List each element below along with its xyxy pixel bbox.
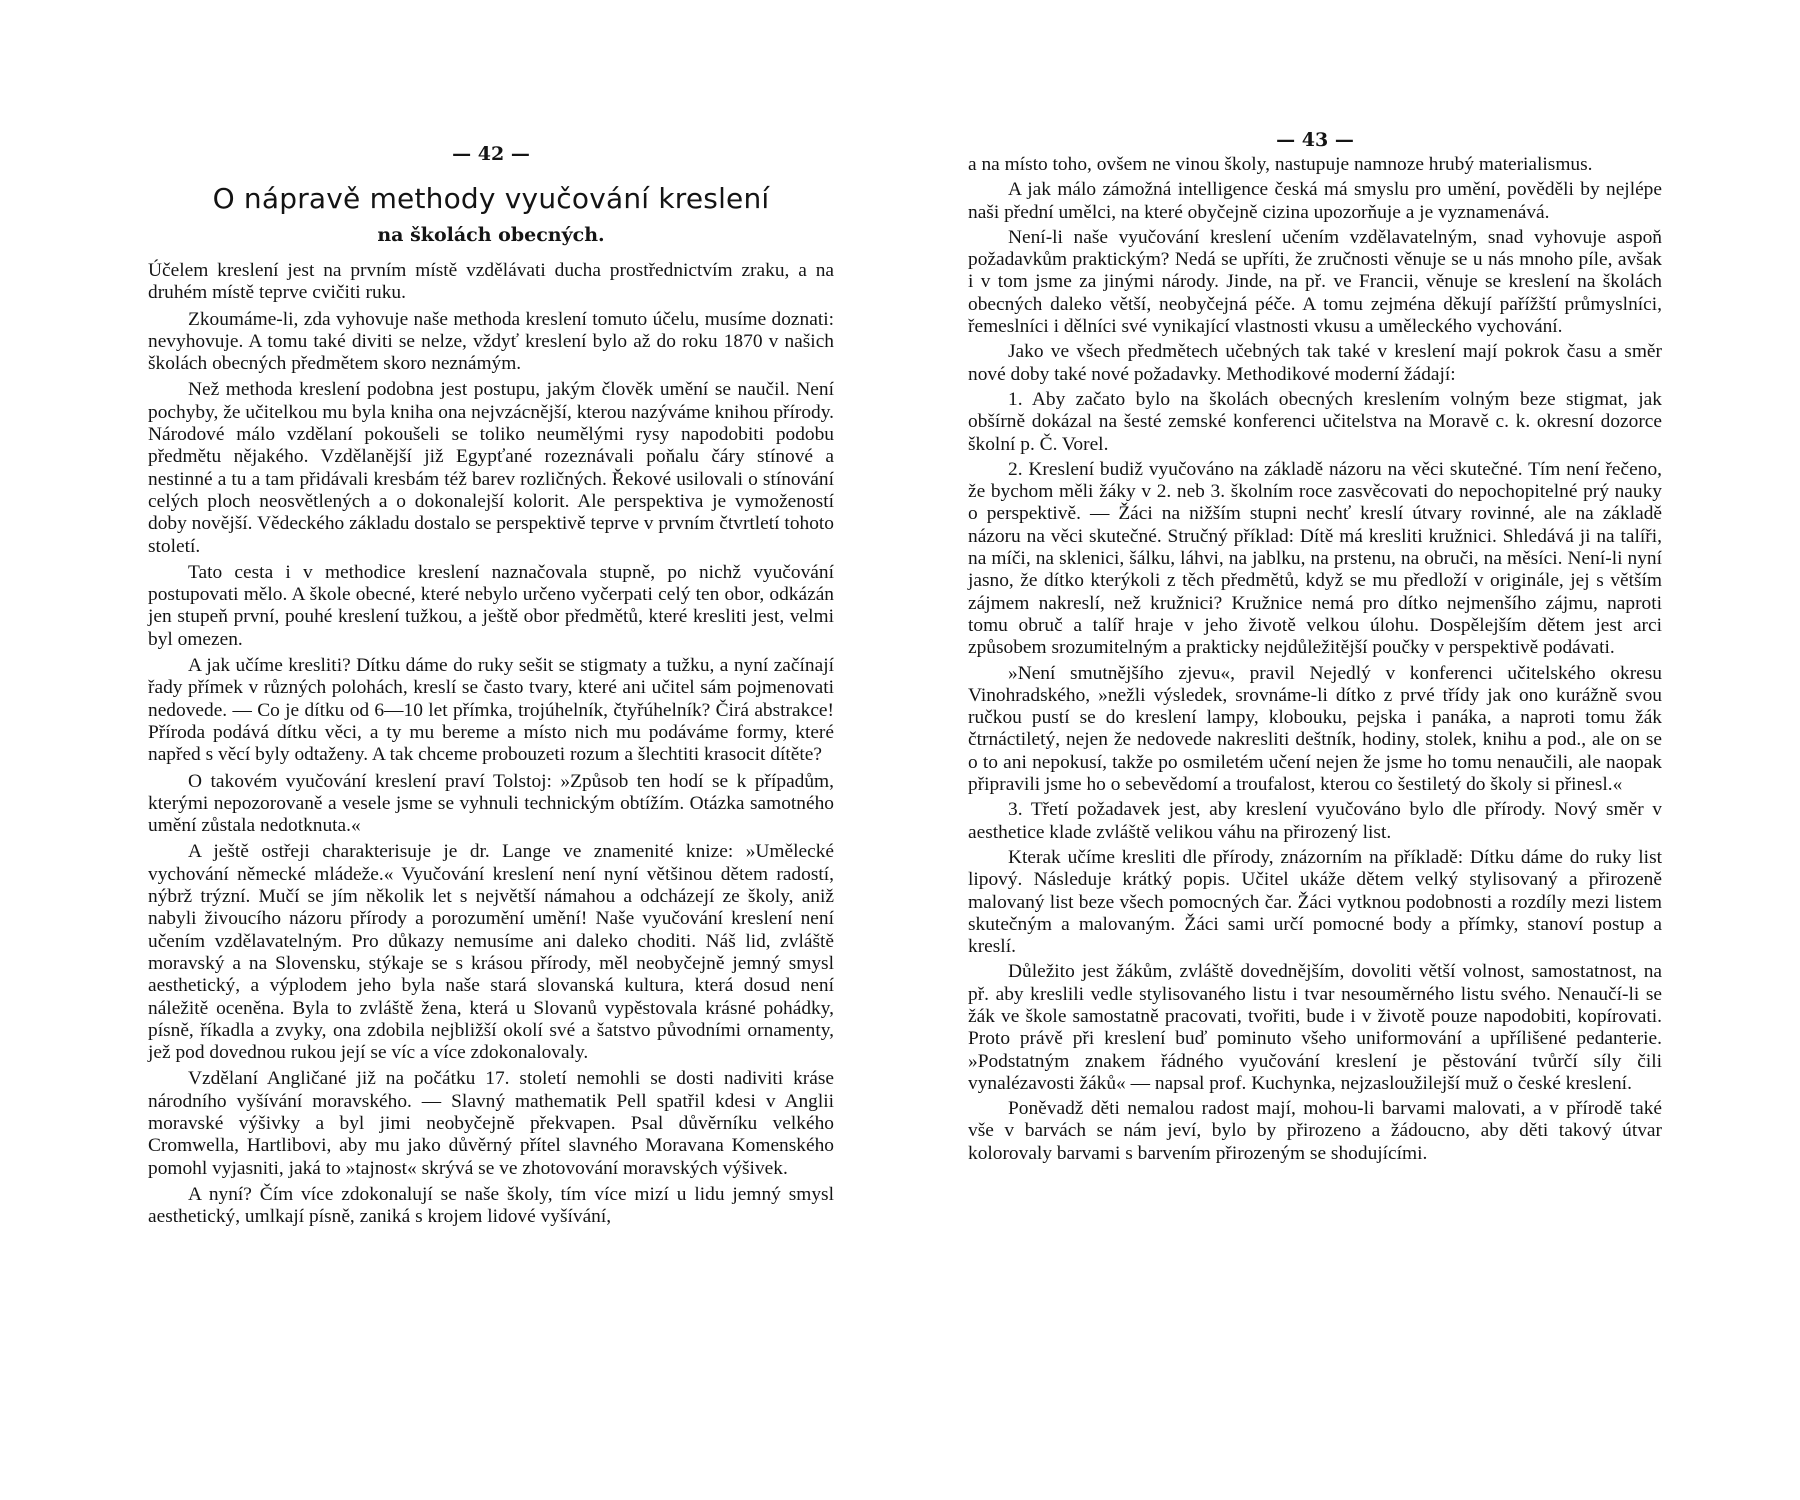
paragraph: O takovém vyučování kreslení praví Tolstoj: »Způsob ten hodí se k případům, kterými nepozorovaně a vesele jsme se vyhnuli technickým obtížím. Otázka samotného umění zůstala nedotknuta.«: [148, 770, 834, 837]
page-number-left: — 42 —: [452, 143, 530, 165]
right-page: [968, 0, 1662, 1500]
paragraph: Účelem kreslení jest na prvním místě vzdělávati ducha prostřednictvím zraku, a na druhém místě teprve cvičiti ruku.: [148, 260, 834, 304]
left-page-text: [148, 260, 834, 1228]
list-item-paragraph: 2. Kreslení budiž vyučováno na základě názoru na věci skutečné. Tím není řečeno, že bychom měli žáky v 2. neb 3. školním roce zasvěcovati do nepochopitelné prý nauky o perspektivě. — Žáci na nižším stupni nechť kreslí útvary rovinné, ale na základě názoru na věci skutečné. Stručný příklad: Dítě má kresliti kružnici. Shledává ji na talíři, na míči, na sklenici, šálku, láhvi, na jablku, na prstenu, na obruči, na měsíci. Není-li nyní jasno, že dítko kterýkoli z těch předmětů, když se mu předloží v originále, jej s větším zájmem nakreslí, než kružnici? Kružnice nemá pro dítko nejmenšího zájmu, naproti tomu obruč a talíř hraje v jeho životě velkou úlohu. Dospělejším dětem jest arci způsobem srozumitelným a prakticky nejdůležitější poučky v perspektivě podávati.: [968, 458, 1662, 659]
page-number-right: — 43 —: [1276, 129, 1354, 151]
right-page-text: [968, 154, 1662, 1165]
paragraph: Vzdělaní Angličané již na počátku 17. století nemohli se dosti nadiviti kráse národního vyšívání moravského. — Slavný mathematik Pell spatřil kdesi v Anglii moravské výšivky a byl jimi neobyčejně překvapen. Psal důvěrníku velkého Cromwella, Hartlibovi, aby mu jako důvěrný přítel slavného Moravana Komenského pomohl vyjasniti, jaká to »tajnost« skrývá se ve zhotovování moravských výšivek.: [148, 1068, 834, 1179]
paragraph: A nyní? Čím více zdokonalují se naše školy, tím více mizí u lidu jemný smysl aesthetický, umlkají písně, zaniká s krojem lidové vyšívání,: [148, 1183, 834, 1228]
paragraph: Tato cesta i v methodice kreslení naznačovala stupně, po nichž vyučování postupovati mělo. A škole obecné, které nebylo určeno vyčerpati celý ten obor, odkázán jen stupeň první, pouhé kreslení tužkou, a ještě obor předmětů, které kresliti jest, velmi byl omezen.: [148, 561, 834, 650]
article-title: O nápravě methody vyučování kreslení: [212, 182, 770, 215]
paragraph: Kterak učíme kresliti dle přírody, znázorním na příkladě: Dítku dáme do ruky list lipový. Následuje krátký popis. Učitel ukáže dětem velký stylisovaný a přirozeně malovaný list beze všech pomocných čar. Žáci vytknou podobnosti a rozdíly mezi listem skutečným a malovaným. Žáci sami určí pomocné body a přímky, stanoví postup a kreslí.: [968, 846, 1662, 958]
paragraph: A jak málo zámožná intelligence česká má smyslu pro umění, pověděli by nejlépe naši přední umělci, na které obyčejně cizina upozorňuje a je vyznamenává.: [968, 179, 1662, 223]
quote-paragraph: »Není smutnějšího zjevu«, pravil Nejedlý v konferenci učitelského okresu Vinohradského, »nežli výsledek, srovnáme-li dítko z prvé třídy jak ono kurážně svou ručkou pustí se do kreslení lampy, klobouku, pejska i panáka, a naproti tomu žák čtrnáctiletý, nejen že nedovede nakresliti deštník, hodiny, stolek, knihu a pod., ale on se o to ani nepokusí, takže po osmiletém učení nejen že jsme ho tomu nenaučili, ale naopak připravili jsme ho o sebevědomí a troufalost, kterou co šestiletý do školy si přinesl.«: [968, 662, 1662, 796]
paragraph: Jako ve všech předmětech učebných tak také v kreslení mají pokrok času a směr nové doby také nové požadavky. Methodikové moderní žádají:: [968, 341, 1662, 385]
paragraph: Důležito jest žákům, zvláště dovednějším, dovoliti větší volnost, samostatnost, na př. aby kreslili vedle stylisovaného listu i tvar nesouměrného listu svého. Nenaučí-li se žák ve škole samostatně pracovati, tvořiti, bude i v životě pouze napodobiti, kopírovati. Proto právě při kreslení buď pominuto všeho uniformování a upřílišené pedanterie. »Podstatným znakem řádného vyučování kreslení je pěstování tvůrčí síly čili vynalézavosti žáků« — napsal prof. Kuchynka, nejzasloužilejší muž o české kreslení.: [968, 961, 1662, 1094]
paragraph: Zkoumáme-li, zda vyhovuje naše methoda kreslení tomuto účelu, musíme doznati: nevyhovuje. A tomu také diviti se nelze, vždyť kreslení bylo až do roku 1870 v našich školách obecných předmětem skoro neznámým.: [148, 308, 834, 375]
list-item-paragraph: 3. Třetí požadavek jest, aby kreslení vyučováno bylo dle přírody. Nový směr v aesthetice klade zvláště velikou váhu na přirozený list.: [968, 799, 1662, 843]
continued-paragraph: a na místo toho, ovšem ne vinou školy, nastupuje namnoze hrubý materialismus.: [968, 154, 1593, 175]
paragraph: A jak učíme kresliti? Dítku dáme do ruky sešit se stigmaty a tužku, a nyní začínají řady přímek v různých polohách, kreslí se často tvary, které ani učitel sám pojmenovati nedovede. — Co je dítku od 6—10 let přímka, trojúhelník, čtyřúhelník? Čirá abstrakce! Příroda podává dítku věci, a ty mu bereme a místo nich mu podáváme formy, které napřed s věcí byly odtaženy. A tak chceme probouzeti rozum a šlechtiti krasocit dítěte?: [148, 655, 834, 766]
article-subtitle: na školách obecných.: [377, 224, 605, 246]
paragraph: Poněvadž děti nemalou radost mají, mohou-li barvami malovati, a v přírodě také vše v barvách se nám jeví, bylo by přirozeno a žádoucno, aby děti takový útvar kolorovaly barvami s barvením přirozeným se shodujícími.: [968, 1098, 1662, 1164]
paragraph: Není-li naše vyučování kreslení učením vzdělavatelným, snad vyhovuje aspoň požadavkům praktickým? Nedá se upříti, že zručnosti věnuje se u nás mnoho píle, avšak i v tom jsme za jinými národy. Jinde, na př. ve Francii, věnuje se kreslení na školách obecných daleko větší, neobyčejná péče. A tomu zejména děkují pařížští průmyslníci, řemeslníci i dělníci své vynikající vlastnosti vkusu a uměleckého vychování.: [968, 226, 1662, 338]
list-item-paragraph: 1. Aby začato bylo na školách obecných kreslením volným beze stigmat, jak obšírně dokázal na šesté zemské konferenci učitelstva na Moravě c. k. okresní dozorce školní p. Č. Vorel.: [968, 388, 1662, 455]
paragraph: A ještě ostřeji charakterisuje je dr. Lange ve znamenité knize: »Umělecké vychování německé mládeže.« Vyučování kreslení není nyní většinou dětem radostí, nýbrž trýzní. Mučí se jím několik let s největší námahou a odcházejí ze školy, aniž nabyli živoucího názoru přírody a porozumění umění! Naše vyučování kreslení není učením vzdělavatelným. Pro důkazy nemusíme ani daleko choditi. Náš lid, zvláště moravský a na Slovensku, stýkaje se s krásou přírody, měl neobyčejně jemný smysl aesthetický, a výplodem jeho byla naše stará slovanská kultura, která dosud není náležitě oceněna. Byla to zvláště žena, která u Slovanů vypěstovala krásné pohádky, písně, říkadla a zvyky, ona zdobila nejbližší okolí své a šatstvo původními ornamenty, jež pod dovednou rukou její se víc a více zdokonalovaly.: [148, 841, 834, 1064]
paragraph: Než methoda kreslení podobna jest postupu, jakým člověk umění se naučil. Není pochyby, že učitelkou mu byla kniha ona nejvzácnější, kterou nazýváme knihou přírody. Národové málo vzdělaní pokoušeli se toliko neumělými rysy napodobiti podobu předmětu nějakého. Vzdělanější již Egypťané rozeznávali poňalu čáry stínové a nestinné a tu a tam přidávali kresbám též barev rozličných. Řekové usilovali o stínování celých ploch neosvětlených a o dokonalejší kolorit. Ale perspektiva je vymožeností doby novější. Vědeckého základu dostalo se perspektivě teprve v prvním čtvrtletí tohoto století.: [148, 379, 834, 557]
left-page: [148, 0, 834, 1500]
